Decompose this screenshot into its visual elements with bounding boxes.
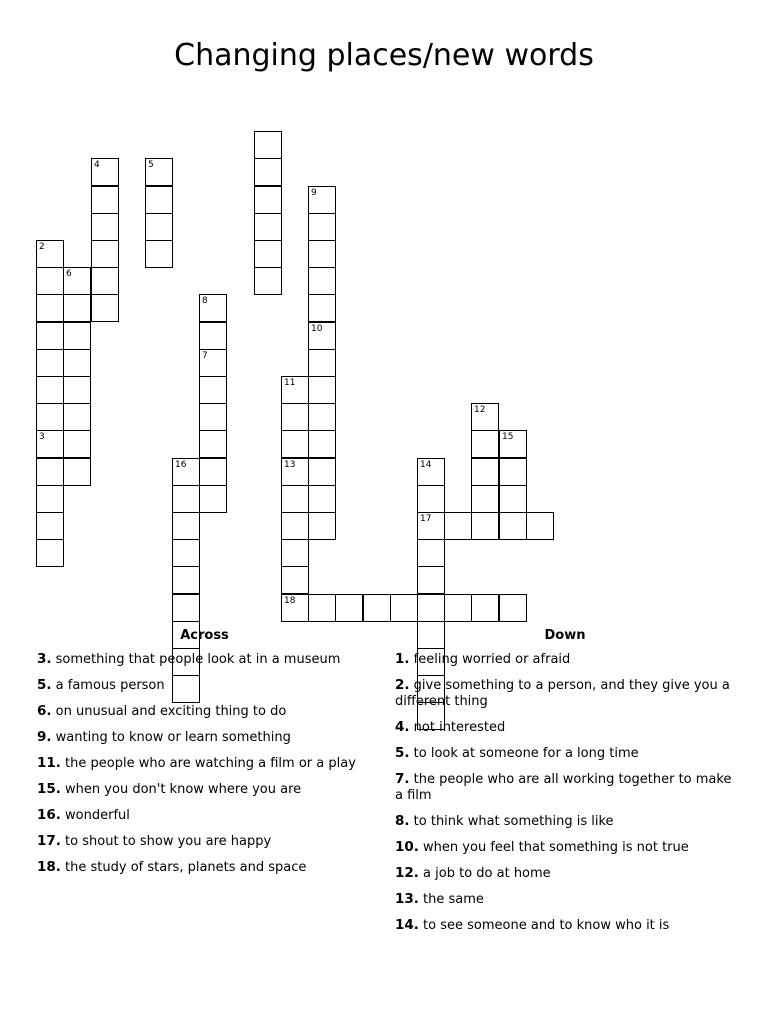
- clue-text: to see someone and to know who it is: [418, 918, 670, 933]
- grid-cell[interactable]: [308, 376, 336, 404]
- grid-cell[interactable]: [91, 267, 119, 295]
- grid-cell[interactable]: [308, 322, 336, 350]
- grid-cell[interactable]: [36, 430, 64, 458]
- clue-number: 12.: [395, 865, 419, 881]
- grid-cell[interactable]: [281, 458, 309, 486]
- grid-cell[interactable]: [254, 131, 282, 159]
- clue-item: [395, 677, 735, 710]
- clue-number: 9.: [37, 729, 52, 745]
- grid-cell[interactable]: [444, 594, 472, 622]
- cell-number: 13: [284, 460, 296, 470]
- grid-cell[interactable]: [308, 430, 336, 458]
- grid-cell[interactable]: [36, 294, 64, 322]
- down-heading: Down: [544, 628, 586, 643]
- cell-number: 16: [175, 460, 187, 470]
- grid-cell[interactable]: [281, 485, 309, 513]
- clue-item: [395, 745, 735, 762]
- clue-number: 5.: [37, 677, 52, 693]
- across-clues: [37, 628, 372, 885]
- clue-item: [395, 719, 735, 736]
- grid-cell[interactable]: [36, 322, 64, 350]
- cell-number: 2: [39, 242, 45, 252]
- grid-cell[interactable]: [199, 322, 227, 350]
- clue-text: the people who are watching a film or a play: [60, 756, 356, 771]
- grid-cell[interactable]: [91, 294, 119, 322]
- cell-number: 14: [420, 460, 432, 470]
- cell-number: 17: [420, 514, 432, 524]
- clue-number: 11.: [37, 755, 61, 771]
- across-clue-list: [37, 651, 372, 876]
- clue-text: wonderful: [60, 808, 130, 823]
- grid-cell[interactable]: [172, 594, 200, 622]
- grid-cell[interactable]: [254, 240, 282, 268]
- grid-cell[interactable]: [199, 485, 227, 513]
- down-clues: [395, 628, 735, 943]
- grid-cell[interactable]: [363, 594, 391, 622]
- cell-number: 7: [202, 351, 208, 361]
- clue-number: 8.: [395, 813, 410, 829]
- grid-cell[interactable]: [417, 485, 445, 513]
- grid-cell[interactable]: [63, 267, 91, 295]
- clue-item: [37, 755, 372, 772]
- clue-text: the same: [418, 892, 484, 907]
- grid-cell[interactable]: [335, 594, 363, 622]
- grid-cell[interactable]: [471, 430, 499, 458]
- clue-number: 3.: [37, 651, 52, 667]
- clue-number: 18.: [37, 859, 61, 875]
- grid-cell[interactable]: [172, 458, 200, 486]
- grid-cell[interactable]: [308, 240, 336, 268]
- grid-cell[interactable]: [145, 158, 173, 186]
- grid-cell[interactable]: [63, 458, 91, 486]
- grid-cell[interactable]: [281, 566, 309, 594]
- grid-cell[interactable]: [308, 512, 336, 540]
- grid-cell[interactable]: [417, 458, 445, 486]
- grid-cell[interactable]: [417, 566, 445, 594]
- grid-cell[interactable]: [199, 376, 227, 404]
- clue-number: 5.: [395, 745, 410, 761]
- clue-item: [37, 729, 372, 746]
- grid-cell[interactable]: [36, 267, 64, 295]
- grid-cell[interactable]: [63, 322, 91, 350]
- down-clue-list: [395, 651, 735, 934]
- grid-cell[interactable]: [526, 512, 554, 540]
- clue-number: 16.: [37, 807, 61, 823]
- clue-item: [37, 807, 372, 824]
- grid-cell[interactable]: [444, 512, 472, 540]
- grid-cell[interactable]: [199, 349, 227, 377]
- clue-item: [395, 917, 735, 934]
- grid-cell[interactable]: [199, 430, 227, 458]
- cell-number: 15: [502, 432, 514, 442]
- grid-cell[interactable]: [417, 539, 445, 567]
- clue-item: [37, 833, 372, 850]
- grid-cell[interactable]: [281, 512, 309, 540]
- grid-cell[interactable]: [36, 458, 64, 486]
- grid-cell[interactable]: [308, 403, 336, 431]
- clue-text: the study of stars, planets and space: [60, 860, 307, 875]
- grid-cell[interactable]: [281, 539, 309, 567]
- grid-cell[interactable]: [36, 349, 64, 377]
- grid-cell[interactable]: [145, 186, 173, 214]
- clue-number: 4.: [395, 719, 410, 735]
- cell-number: 12: [474, 405, 486, 415]
- clue-item: [395, 839, 735, 856]
- grid-cell[interactable]: [417, 594, 445, 622]
- grid-cell[interactable]: [36, 539, 64, 567]
- clue-item: [395, 865, 735, 882]
- grid-cell[interactable]: [63, 403, 91, 431]
- grid-cell[interactable]: [199, 294, 227, 322]
- grid-cell[interactable]: [499, 485, 527, 513]
- clue-text: when you don't know where you are: [60, 782, 302, 797]
- grid-cell[interactable]: [254, 267, 282, 295]
- grid-cell[interactable]: [499, 430, 527, 458]
- grid-cell[interactable]: [417, 512, 445, 540]
- cell-number: 5: [148, 160, 154, 170]
- grid-cell[interactable]: [471, 403, 499, 431]
- grid-cell[interactable]: [471, 512, 499, 540]
- clue-text: wanting to know or learn something: [51, 730, 291, 745]
- clue-item: [395, 651, 735, 668]
- cell-number: 18: [284, 596, 296, 606]
- grid-cell[interactable]: [254, 186, 282, 214]
- clue-text: to look at someone for a long time: [409, 746, 639, 761]
- grid-cell[interactable]: [199, 403, 227, 431]
- clue-text: when you feel that something is not true: [418, 840, 689, 855]
- grid-cell[interactable]: [308, 186, 336, 214]
- grid-cell[interactable]: [63, 294, 91, 322]
- grid-cell[interactable]: [36, 376, 64, 404]
- clue-text: on unusual and exciting thing to do: [51, 704, 287, 719]
- clue-item: [37, 859, 372, 876]
- grid-cell[interactable]: [281, 430, 309, 458]
- cell-number: 4: [94, 160, 100, 170]
- grid-cell[interactable]: [36, 240, 64, 268]
- grid-cell[interactable]: [254, 213, 282, 241]
- grid-cell[interactable]: [145, 213, 173, 241]
- clue-number: 7.: [395, 771, 410, 787]
- clue-number: 14.: [395, 917, 419, 933]
- cell-number: 6: [66, 269, 72, 279]
- grid-cell[interactable]: [308, 485, 336, 513]
- grid-cell[interactable]: [91, 186, 119, 214]
- cell-number: 10: [311, 324, 323, 334]
- grid-cell[interactable]: [308, 294, 336, 322]
- clue-item: [37, 781, 372, 798]
- grid-cell[interactable]: [63, 430, 91, 458]
- page-title: Changing places/new words: [174, 38, 594, 73]
- grid-cell[interactable]: [308, 213, 336, 241]
- clue-number: 1.: [395, 651, 410, 667]
- grid-cell[interactable]: [199, 458, 227, 486]
- grid-cell[interactable]: [308, 267, 336, 295]
- clue-item: [395, 771, 735, 804]
- clue-item: [37, 677, 372, 694]
- grid-cell[interactable]: [36, 403, 64, 431]
- grid-cell[interactable]: [499, 458, 527, 486]
- grid-cell[interactable]: [499, 594, 527, 622]
- grid-cell[interactable]: [172, 539, 200, 567]
- grid-cell[interactable]: [91, 213, 119, 241]
- grid-cell[interactable]: [36, 512, 64, 540]
- across-heading: Across: [180, 628, 229, 643]
- grid-cell[interactable]: [172, 566, 200, 594]
- grid-cell[interactable]: [254, 158, 282, 186]
- grid-cell[interactable]: [281, 594, 309, 622]
- grid-cell[interactable]: [63, 349, 91, 377]
- clue-item: [37, 703, 372, 720]
- clue-text: feeling worried or afraid: [409, 652, 571, 667]
- grid-cell[interactable]: [471, 485, 499, 513]
- clue-text: a job to do at home: [418, 866, 551, 881]
- grid-cell[interactable]: [499, 512, 527, 540]
- clue-number: 13.: [395, 891, 419, 907]
- clue-item: [395, 891, 735, 908]
- grid-cell[interactable]: [390, 594, 418, 622]
- grid-cell[interactable]: [471, 594, 499, 622]
- clue-text: give something to a person, and they give you a different thing: [395, 678, 730, 709]
- clue-number: 10.: [395, 839, 419, 855]
- grid-cell[interactable]: [91, 240, 119, 268]
- grid-cell[interactable]: [308, 349, 336, 377]
- clue-number: 17.: [37, 833, 61, 849]
- clue-text: to think what something is like: [409, 814, 614, 829]
- clue-text: the people who are all working together to make a film: [395, 772, 732, 803]
- clue-item: [395, 813, 735, 830]
- grid-cell[interactable]: [63, 376, 91, 404]
- clue-text: something that people look at in a museum: [51, 652, 341, 667]
- grid-cell[interactable]: [281, 376, 309, 404]
- clue-number: 15.: [37, 781, 61, 797]
- grid-cell[interactable]: [36, 485, 64, 513]
- cell-number: 3: [39, 432, 45, 442]
- grid-cell[interactable]: [308, 594, 336, 622]
- grid-cell[interactable]: [172, 512, 200, 540]
- cell-number: 8: [202, 296, 208, 306]
- grid-cell[interactable]: [281, 403, 309, 431]
- clue-text: a famous person: [51, 678, 165, 693]
- grid-cell[interactable]: [471, 458, 499, 486]
- grid-cell[interactable]: [145, 240, 173, 268]
- grid-cell[interactable]: [172, 485, 200, 513]
- clue-number: 2.: [395, 677, 410, 693]
- cell-number: 11: [284, 378, 296, 388]
- cell-number: 9: [311, 188, 317, 198]
- clue-number: 6.: [37, 703, 52, 719]
- grid-cell[interactable]: [91, 158, 119, 186]
- clue-item: [37, 651, 372, 668]
- clue-text: not interested: [409, 720, 506, 735]
- clue-text: to shout to show you are happy: [60, 834, 272, 849]
- grid-cell[interactable]: [308, 458, 336, 486]
